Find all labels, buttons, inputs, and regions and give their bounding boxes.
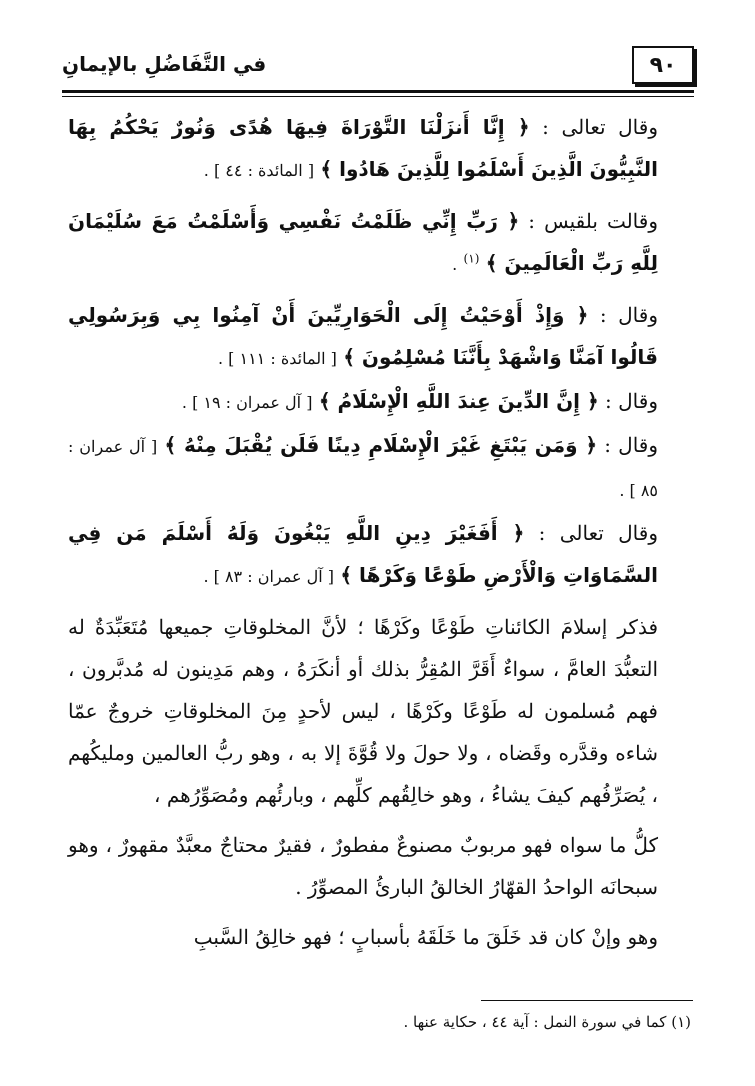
header-rule-thick bbox=[62, 90, 694, 93]
verse-reference: . bbox=[452, 255, 458, 274]
quran-verse: ﴿ إِنَّ الدِّينَ عِندَ اللَّهِ الْإِسْلَامُ ﴾ bbox=[318, 389, 599, 413]
quote-intro: وقال : bbox=[599, 303, 658, 327]
footnote-marker: (١) bbox=[463, 251, 480, 266]
quote-paragraph-4 bbox=[68, 380, 694, 424]
quote-paragraph-2 bbox=[68, 200, 694, 286]
prose-paragraph-2: كلُّ ما سواه فهو مربوبٌ مصنوعٌ مفطورٌ ، فقيرٌ محتاجٌ معبَّدٌ مقهورٌ ، وهو سبحانَه الواحدُ القهّارُ الخالقُ البارئُ المصوِّرُ . bbox=[68, 833, 658, 899]
prose-paragraph-3: وهو وإنْ كان قد خَلَقَ ما خَلَقَهُ بأسبابٍ ؛ فهو خالِقُ السَّببِ bbox=[193, 925, 658, 949]
running-title: في التَّفَاضُلِ بالإيمانِ bbox=[62, 52, 267, 76]
quran-verse: ﴿ إِنَّا أَنزَلْنَا التَّوْرَاةَ فِيهَا هُدًى وَنُورٌ يَحْكُمُ بِهَا النَّبِيُّونَ الَّذِينَ أَسْلَمُوا لِلَّذِينَ هَادُوا ﴾ bbox=[68, 115, 658, 181]
page-body bbox=[68, 106, 694, 958]
verse-reference: [ آل عمران : ٨٣ ] . bbox=[203, 567, 335, 586]
quran-verse: ﴿ وَإِذْ أَوْحَيْتُ إِلَى الْحَوَارِيِّينَ أَنْ آمِنُوا بِي وَبِرَسُولِي قَالُوا آمَنَّا وَاشْهَدْ بِأَنَّنَا مُسْلِمُونَ ﴾ bbox=[68, 303, 658, 369]
verse-reference: [ آل عمران : ٨٥ ] . bbox=[68, 437, 658, 500]
quote-paragraph-1 bbox=[68, 106, 694, 192]
page-header bbox=[62, 40, 694, 100]
quote-intro: وقال : bbox=[604, 433, 659, 457]
quote-intro: وقال : bbox=[605, 389, 658, 413]
quote-paragraph-5 bbox=[68, 424, 694, 512]
verse-reference: [ المائدة : ١١١ ] . bbox=[217, 349, 337, 368]
quran-verse: ﴿ وَمَن يَبْتَغِ غَيْرَ الْإِسْلَامِ دِينًا فَلَن يُقْبَلَ مِنْهُ ﴾ bbox=[164, 433, 598, 457]
quote-paragraph-6 bbox=[68, 512, 694, 598]
quote-intro: وقال تعالى : bbox=[538, 521, 658, 545]
quote-intro: وقال تعالى : bbox=[542, 115, 658, 139]
quote-paragraph-3 bbox=[68, 294, 694, 380]
quran-verse: ﴿ رَبِّ إِنِّي ظَلَمْتُ نَفْسِي وَأَسْلَمْتُ مَعَ سُلَيْمَانَ لِلَّهِ رَبِّ الْعَالَمِينَ ﴾ bbox=[68, 209, 658, 275]
page-number: ٩٠ bbox=[632, 46, 694, 84]
verse-reference: [ آل عمران : ١٩ ] . bbox=[181, 393, 313, 412]
footnote-separator bbox=[481, 1000, 693, 1001]
quote-intro: وقالت بلقيس : bbox=[528, 209, 658, 233]
header-rule-thin bbox=[62, 96, 694, 97]
footnote: (١) كما في سورة النمل : آية ٤٤ ، حكاية عنها . bbox=[403, 1013, 691, 1031]
prose-paragraph-1: فذكر إسلامَ الكائناتِ طَوْعًا وكَرْهًا ؛ لأنَّ المخلوقاتِ جميعها مُتَعَبِّدَةٌ له التعبُّدَ العامَّ ، سواءٌ أَقَرَّ المُقِرُّ بذلك أو أنكَرَهُ ، وهم مَدِينون له مُدبَّرون ، فهم مُسلمون له طَوْعًا وكَرْهًا ، ليس لأحدٍ مِنَ المخلوقاتِ خروجٌ عمّا شاءه وقدَّره وقَضاه ، ولا حولَ ولا قُوَّةَ إلا به ، وهو ربُّ العالمين ومليكُهم ، يُصَرِّفُهم كيفَ يشاءُ ، وهو خالِقُهم كلِّهم ، وبارئُهم ومُصَوِّرُهم ، bbox=[68, 615, 658, 807]
verse-reference: [ المائدة : ٤٤ ] . bbox=[203, 161, 315, 180]
quran-verse: ﴿ أَفَغَيْرَ دِينِ اللَّهِ يَبْغُونَ وَلَهُ أَسْلَمَ مَن فِي السَّمَاوَاتِ وَالْأَرْضِ طَوْعًا وَكَرْهًا ﴾ bbox=[68, 521, 658, 587]
